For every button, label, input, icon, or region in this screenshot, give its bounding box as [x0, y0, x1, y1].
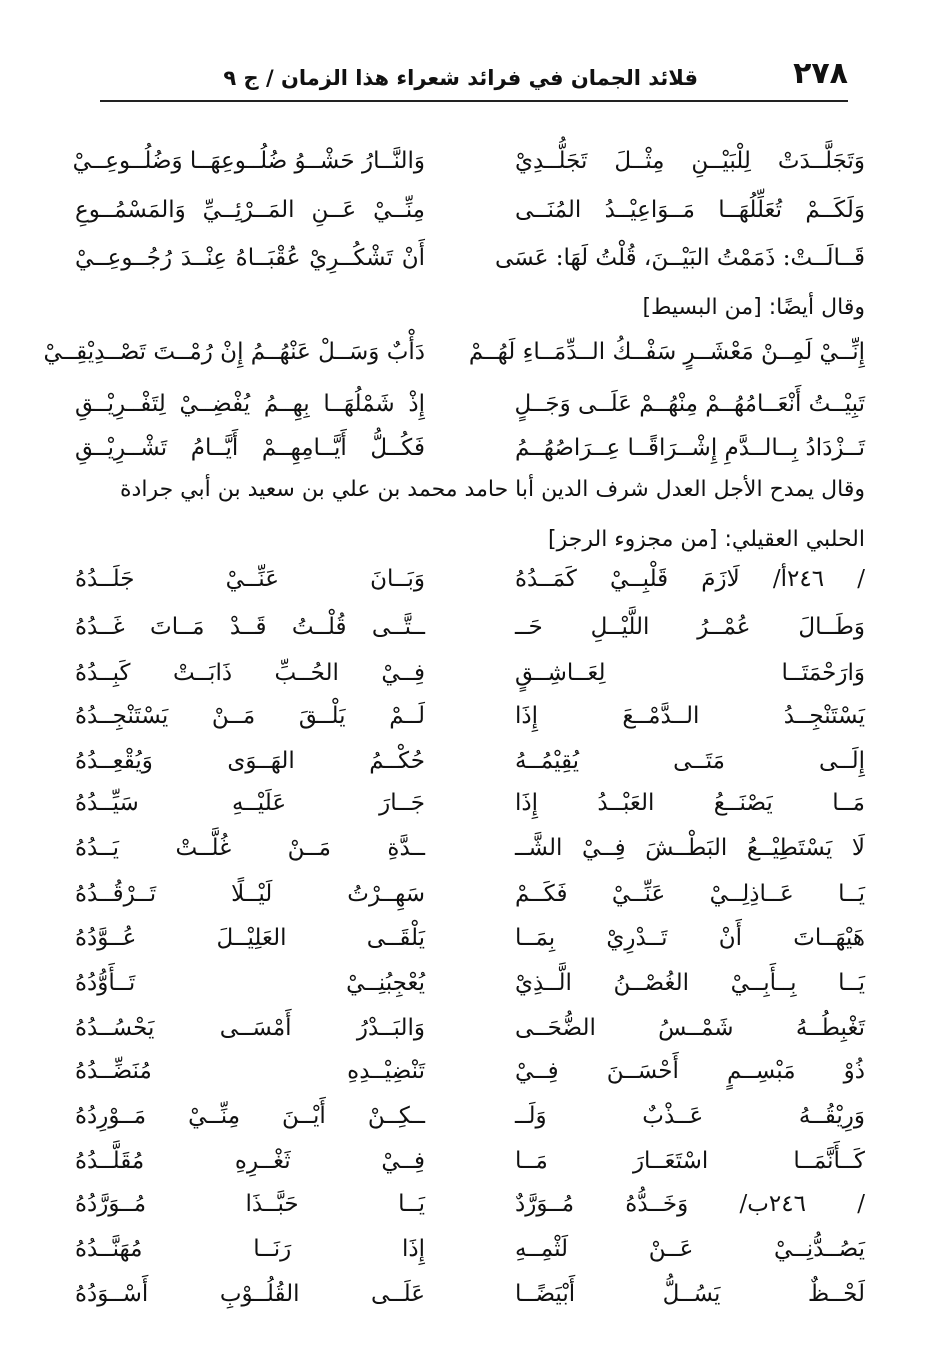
second-hemistich: يَــا حَبَّــذَا مُــوَرَّدُهُ	[75, 1191, 425, 1217]
second-hemistich: ــتَّــى قُلْــتُ قَــدْ مَــاتَ غَــدُهُ	[75, 614, 425, 640]
first-hemistich: إِلَــى مَتَــى يُقِيْمُــهُ	[515, 748, 865, 774]
first-hemistich: يَصُــدُّنِــيْ عَــنْ لَثْمِــهِ	[515, 1236, 865, 1262]
second-hemistich: إِذْ شَمْلُهَــا بِهِــمُ يُفْضِــيْ لِتَفْــرِيْــقِ	[75, 391, 425, 417]
second-hemistich: وَالبَــدْرُ أَمْسَــى يَحْسُــدُهُ	[75, 1015, 425, 1041]
second-hemistich: أَنْ تَشْكُــرِيْ عُقْبَــاهُ عِنْــدَ رُجُــوعِــيْ	[75, 245, 425, 271]
prose-line: وقال يمدح الأجل العدل شرف الدين أبا حامد محمد بن علي بن سعيد بن أبي جرادة	[120, 477, 865, 502]
first-hemistich: قَــالَــتْ: ذَمَمْتُ البَيْــنَ، قُلْتُ لَهَا: عَسَى	[495, 245, 865, 271]
first-hemistich: تَبِيْــتُ أَنْعَــامُهُــمْ مِنْهُــمْ عَلَــى وَجَــلٍ	[514, 391, 865, 417]
verse-line	[75, 1268, 865, 1320]
second-hemistich: تَنْضِيْــدِهِ مُنَضِّــدُهُ	[75, 1058, 425, 1084]
second-hemistich: ــدَّةِ مَــنْ غُلَّــتْ يَــدُهُ	[75, 835, 425, 861]
second-hemistich: يُعْجِبُنِــيْ تَــأَوُّدُهُ	[75, 970, 425, 996]
second-hemistich: وَالنَّــارُ حَشْــوُ ضُلُــوعِهَــا وَضُلُــوعِــيْ	[72, 148, 425, 174]
first-hemistich: / ٢٤٦ب/ وَخَــدُّهُ مُــوَرَّدٌ	[515, 1191, 865, 1217]
first-hemistich: كَــأَنَّمَــا اسْتَعَــارَ مَــا	[515, 1148, 865, 1174]
first-hemistich: وَلَكَــمْ تُعَلِّلُهَــا مَــوَاعِيْــدُ المُنَــى	[515, 197, 865, 223]
verse-line	[75, 553, 865, 605]
page-header	[100, 52, 848, 102]
first-hemistich: وَارَحْمَتَــا لِعَــاشِــقٍ	[515, 660, 865, 686]
second-hemistich: فِــيْ ثَغْــرِهِ مُقَلَّــدُهُ	[75, 1148, 425, 1174]
first-hemistich: يَسْتَنْجِــدُ الــدَّمْــعَ إِذَا	[515, 703, 865, 729]
second-hemistich: يَلْقَــى العَلِيْــلَ عُــوَّدُهُ	[75, 925, 425, 951]
first-hemistich: لَحْــظٌ يَسُــلُّ أَبْيَضًــا	[515, 1281, 865, 1307]
second-hemistich: مِنِّــيْ عَــنِ المَــرْئِــيِّ وَالمَسْمُــوعِ	[75, 197, 425, 223]
second-hemistich: ــكِــنْ أَيْــنَ مِنِّــيْ مَــوْرِدُهُ	[75, 1103, 425, 1129]
first-hemistich: وَطَــالَ عُمْــرُ اللَّيْــلِ حَــ	[515, 614, 865, 640]
verse-line	[43, 326, 865, 378]
second-hemistich: جَــارَ عَلَيْــهِ سَيِّــدُهُ	[75, 790, 425, 816]
prose-line: وقال أيضًا: [من البسيط]	[642, 295, 865, 320]
second-hemistich: وَبَــانَ عَنِّــيْ جَلَــدُهُ	[75, 566, 425, 592]
prose-line: الحلبي العقيلي: [من مجزوء الرجز]	[548, 527, 865, 552]
first-hemistich: هَيْهَــاتَ أَنْ تَــدْرِيْ بِمَــا	[515, 925, 865, 951]
first-hemistich: / ٢٤٦أ/ لَازَمَ قَلْبِــيْ كَمَــدُهُ	[515, 566, 865, 592]
first-hemistich: تَغْبِطُــهُ شَمْــسُ الضُّحَــى	[515, 1015, 865, 1041]
first-hemistich: وَرِيْقُــهُ عَــذْبٌ وَلَــ	[515, 1103, 865, 1129]
verse-line	[75, 184, 865, 236]
verse-line	[75, 822, 865, 874]
second-hemistich: فِــيْ الحُــبِّ ذَابَــتْ كَبِــدُهُ	[75, 660, 425, 686]
first-hemistich: ذُوْ مَبْسِــمٍ أَحْسَــنَ فِــيْ	[515, 1058, 865, 1084]
page-number: ٢٧٨	[793, 56, 848, 91]
first-hemistich: يَــا عَــاذِلِــيْ عَنِّــيْ فَكَــمْ	[515, 881, 865, 907]
verse-line	[75, 601, 865, 653]
second-hemistich: لَــمْ يَلْــقَ مَــنْ يَسْتَنْجِــدُهُ	[75, 703, 425, 729]
second-hemistich: إِذَا رَنَــا مُهَنَّــدُهُ	[75, 1236, 425, 1262]
verse-line	[75, 232, 865, 284]
second-hemistich: حُكْــمُ الهَــوَى وَيُقْعِــدُهُ	[75, 748, 425, 774]
first-hemistich: إِنِّــيْ لَمِــنْ مَعْشَــرٍ سَفْــكُ الــدِّمَــاءِ لَهُــمْ	[468, 339, 865, 365]
verse-line	[72, 135, 865, 187]
first-hemistich: مَــا يَصْنَــعُ العَبْــدُ إِذَا	[515, 790, 865, 816]
first-hemistich: وَتَجَلَّــدَتْ لِلْبَيْــنِ مِثْــلَ تَجَلُّــدِيْ	[515, 148, 865, 174]
running-title: قلائد الجمان في فرائد شعراء هذا الزمان / ج ٩	[223, 66, 698, 90]
second-hemistich: سَهِــرْتُ لَيْــلًا تَــرْقُــدُهُ	[75, 881, 425, 907]
second-hemistich: دَأْبٌ وَسَــلْ عَنْهُــمُ إِنْ رُمْــتَ تَصْــدِيْقِــيْ	[43, 339, 425, 365]
first-hemistich: لَا يَسْتَطِيْــعُ البَطْــشَ فِــيْ الشَّــ	[515, 835, 865, 861]
first-hemistich: يَــا بِــأَبِــيْ الغُصْــنُ الَّــذِيْ	[515, 970, 865, 996]
first-hemistich: تَــزْدَادُ بِــالــدَّمِ إِشْــرَاقًــا عِــرَاصُهُــمُ	[515, 435, 865, 461]
second-hemistich: فَكُــلُّ أَيَّــامِهِــمْ أَيَّــامُ تَشْــرِيْــقِ	[75, 435, 425, 461]
second-hemistich: عَلَــى القُلُــوْبِ أَسْــوَدُهُ	[75, 1281, 425, 1307]
